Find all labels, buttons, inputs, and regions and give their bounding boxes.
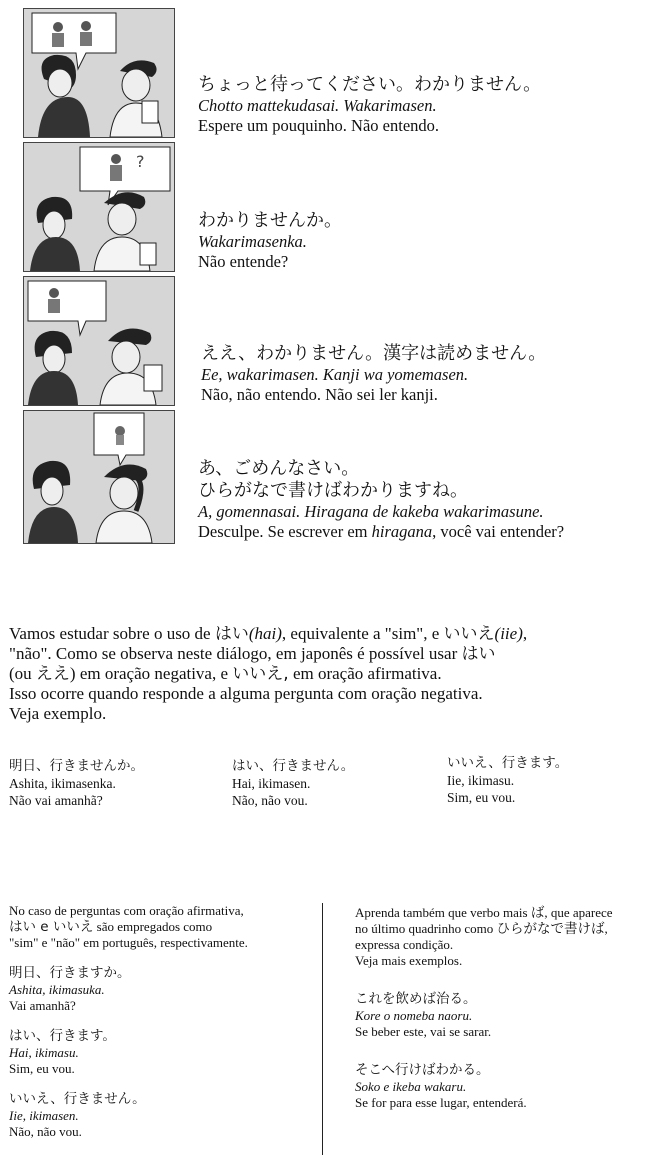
- portuguese-text: Sim, eu vou.: [9, 1061, 75, 1076]
- japanese-text: 明日、行きませんか。: [9, 758, 144, 774]
- japanese-text: わかりませんか。: [198, 210, 342, 231]
- column-intro-line-2: no último quadrinho como ひらがなで書けば,: [355, 921, 608, 937]
- comic-panel-1: [23, 8, 175, 138]
- romaji-text: Hai, ikimasu.: [9, 1045, 79, 1060]
- portuguese-text: Se for para esse lugar, entenderá.: [355, 1095, 527, 1110]
- romaji-text: Chotto mattekudasai. Wakarimasen.: [198, 96, 437, 115]
- paragraph-line-1: Vamos estudar sobre o uso de はい(hai), equivalente a "sim", e いいえ(iie),: [9, 624, 528, 644]
- example-question: [9, 758, 144, 809]
- paragraph-line-5: Veja exemplo.: [9, 704, 107, 723]
- dialogue-line-1: [198, 74, 541, 136]
- example-answer-iie: [447, 755, 568, 806]
- column-intro-line-1: No caso de perguntas com oração afirmativa,: [9, 903, 244, 918]
- column-intro-line-2: はい e いいえ são empregados como: [9, 919, 213, 935]
- conditional-column: [355, 905, 651, 1111]
- japanese-text: いいえ、行きます。: [447, 755, 569, 771]
- romaji-text: Ashita, ikimasenka.: [9, 776, 116, 791]
- column-intro-line-3: "sim" e "não" em português, respectivamente.: [9, 935, 248, 950]
- comic-panel-3: [23, 276, 175, 406]
- comic-panel-2: [23, 142, 175, 272]
- portuguese-text: Não, não vou.: [9, 1124, 82, 1139]
- example-item: [355, 991, 651, 1040]
- romaji-text: A, gomennasai. Hiragana de kakeba wakarimasune.: [198, 502, 544, 521]
- japanese-text: はい、行きます。: [9, 1028, 116, 1044]
- japanese-text: そこへ行けばわかる。: [355, 1062, 490, 1078]
- comic-panel-4: [23, 410, 175, 544]
- romaji-text: Kore o nomeba naoru.: [355, 1008, 473, 1023]
- japanese-text: これを飲めば治る。: [355, 991, 477, 1007]
- example-answer-hai: [232, 758, 354, 809]
- romaji-text: Iie, ikimasen.: [9, 1108, 79, 1123]
- romaji-text: Ashita, ikimasuka.: [9, 982, 105, 997]
- example-item: [9, 1028, 309, 1077]
- japanese-text: 明日、行きますか。: [9, 965, 131, 981]
- affirmative-questions-column: [9, 903, 309, 1140]
- portuguese-text: Se beber este, vai se sarar.: [355, 1024, 492, 1039]
- dialogue-line-4: [198, 458, 564, 542]
- japanese-text-2: ひらがなで書けばわかりますね。: [198, 480, 468, 501]
- japanese-text: いいえ、行きません。: [9, 1091, 146, 1107]
- portuguese-text: Não vai amanhã?: [9, 793, 103, 808]
- portuguese-text: Não entende?: [198, 252, 289, 271]
- portuguese-text: Não, não vou.: [232, 793, 308, 808]
- romaji-text: Iie, ikimasu.: [447, 773, 515, 788]
- romaji-text: Hai, ikimasen.: [232, 776, 311, 791]
- japanese-text: はい、行きません。: [232, 758, 355, 774]
- romaji-text: Wakarimasenka.: [198, 232, 307, 251]
- japanese-text-1: あ、ごめんなさい。: [198, 458, 360, 479]
- column-intro-line-1: Aprenda também que verbo mais ば, que aparece: [355, 905, 613, 921]
- column-intro-line-3: expressa condição.: [355, 937, 454, 952]
- paragraph-line-2: "não". Como se observa neste diálogo, em japonês é possível usar はい: [9, 644, 496, 664]
- illustration-woman-man-confused: [24, 9, 174, 137]
- japanese-text: ええ、わかりません。漢字は読めません。: [201, 343, 547, 364]
- japanese-text: ちょっと待ってください。わかりません。: [198, 74, 542, 95]
- portuguese-text: Desculpe. Se escrever em hiragana, você vai entender?: [198, 522, 565, 541]
- dialogue-line-3: [201, 343, 546, 405]
- explanation-paragraph: [9, 624, 649, 724]
- dialogue-line-2: [198, 210, 342, 272]
- portuguese-text: Vai amanhã?: [9, 998, 76, 1013]
- column-intro-line-4: Veja mais exemplos.: [355, 953, 463, 968]
- paragraph-line-4: Isso ocorre quando responde a alguma pergunta com oração negativa.: [9, 684, 483, 703]
- example-item: [9, 965, 309, 1014]
- example-item: [355, 1062, 651, 1111]
- illustration-man-asks: [24, 143, 174, 271]
- example-item: [9, 1091, 309, 1140]
- paragraph-line-3: (ou ええ) em oração negativa, e いいえ, em oração afirmativa.: [9, 664, 442, 684]
- svg-text:?: ?: [136, 152, 145, 171]
- column-divider: [322, 903, 323, 1155]
- portuguese-text: Espere um pouquinho. Não entendo.: [198, 116, 440, 135]
- portuguese-text: Não, não entendo. Não sei ler kanji.: [201, 385, 438, 404]
- romaji-text: Soko e ikeba wakaru.: [355, 1079, 467, 1094]
- portuguese-text: Sim, eu vou.: [447, 790, 516, 805]
- illustration-man-apologizes: [24, 411, 174, 543]
- romaji-text: Ee, wakarimasen. Kanji wa yomemasen.: [201, 365, 469, 384]
- illustration-woman-cannot-read: [24, 277, 174, 405]
